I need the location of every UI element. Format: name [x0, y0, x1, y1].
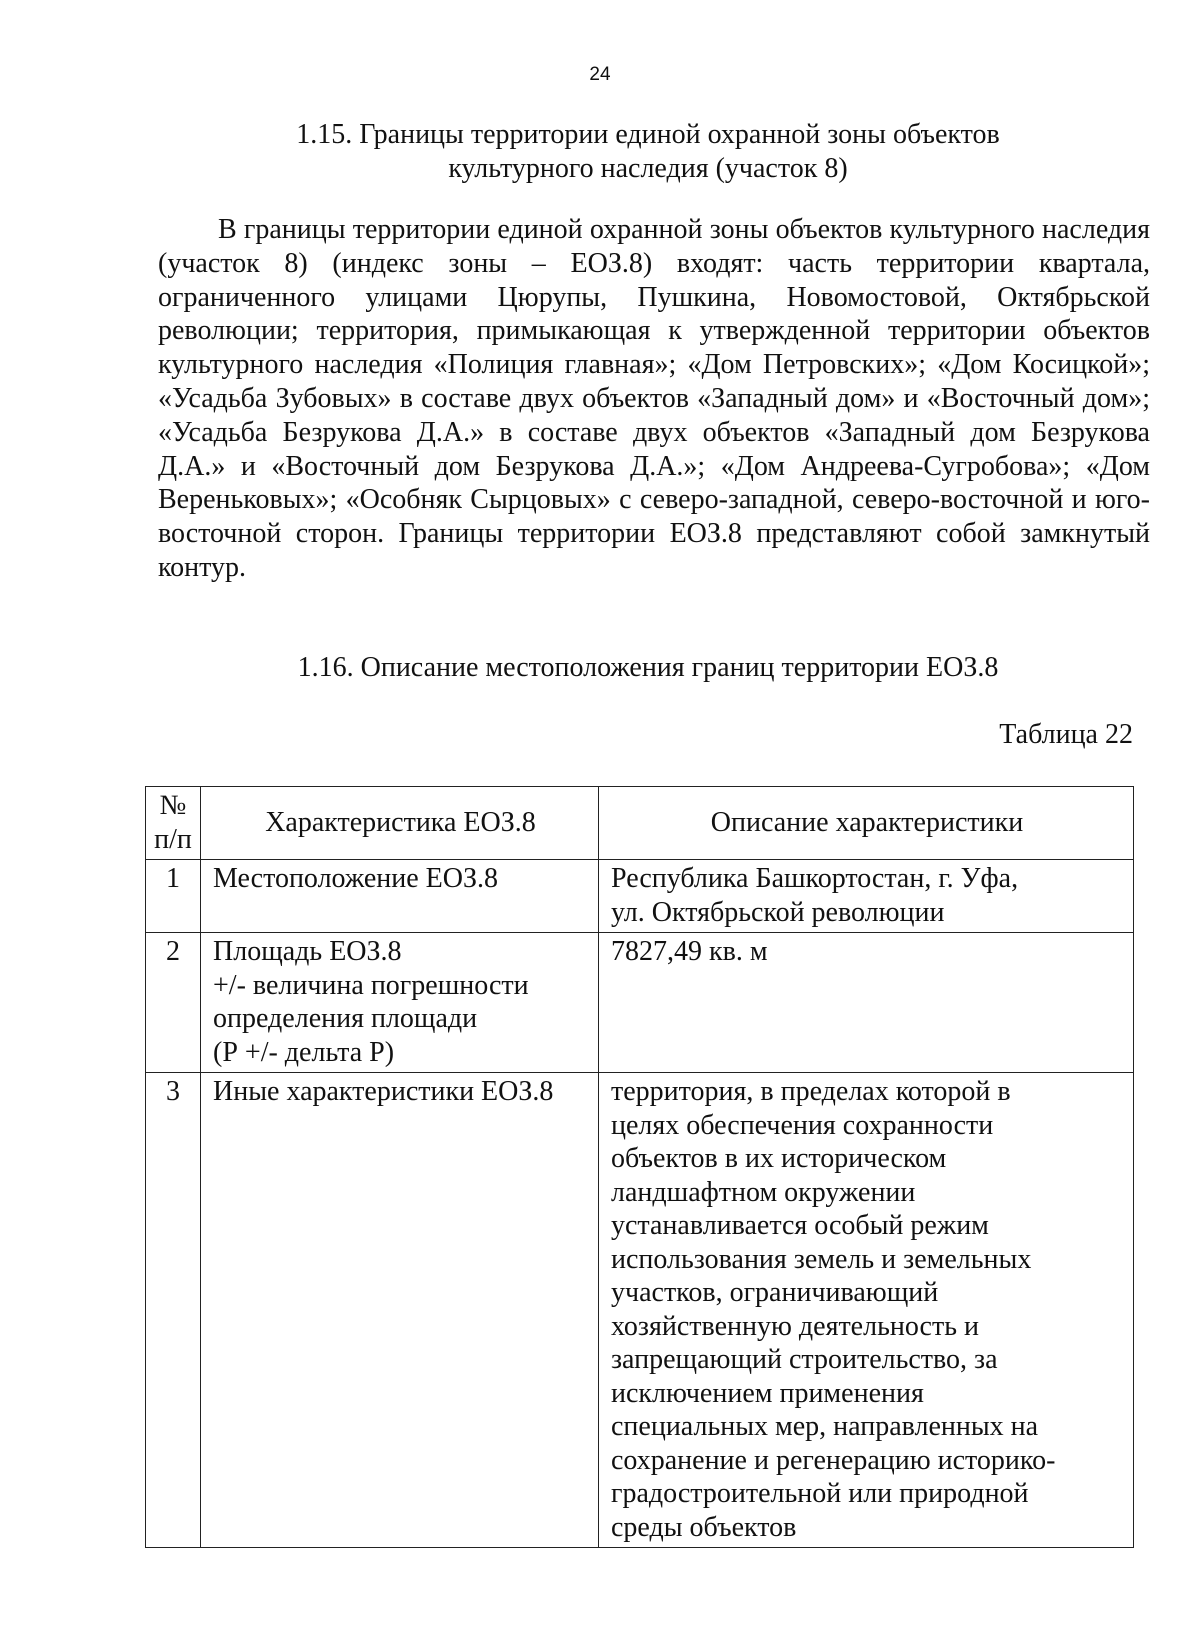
cell-description-line: градостроительной или природной: [611, 1478, 1029, 1509]
cell-characteristic: [201, 860, 599, 933]
cell-description: [599, 1073, 1134, 1548]
section-title: [150, 118, 1146, 186]
cell-description-line: специальных мер, направленных на: [611, 1411, 1039, 1442]
cell-description-line: использования земель и земельных: [611, 1243, 1032, 1275]
cell-description-line: 7827,49 кв. м: [611, 936, 768, 967]
cell-characteristic-line: Местоположение ЕОЗ.8: [213, 863, 498, 894]
cell-characteristic-line: Иные характеристики ЕОЗ.8: [213, 1076, 554, 1107]
cell-characteristic-line: +/- величина погрешности: [213, 969, 529, 1001]
header-number-symbol: №: [159, 790, 187, 821]
cell-description-line: сохранение и регенерацию историко-: [611, 1444, 1056, 1476]
header-number-abbrev: п/п: [154, 823, 192, 855]
cell-characteristic-line: Площадь ЕОЗ.8: [213, 936, 402, 967]
cell-row-number: 2: [146, 933, 201, 1073]
section-paragraph: В границы территории единой охранной зоны объектов культурного наследия (участок 8) (индекс зоны – ЕОЗ.8) входят: часть территории квартала, ограниченного улицами Цюрупы, Пушкина, Новомостовой, Октябрьской революции; территория, примыкающая к утвержденной территории объектов культурного наследия «Полиция главная»; «Дом Петровских»; «Дом Косицкой»; «Усадьба Зубовых» в составе двух объектов «Западный дом» и «Восточный дом»; «Усадьба Безрукова Д.А.» в составе двух объектов «Западный дом Безрукова Д.А.» и «Восточный дом Безрукова Д.А.»; «Дом Андреева-Сугробова»; «Дом Вереньковых»; «Особняк Сырцовых» с северо-западной, северо-восточной и юго-восточной сторон. Границы территории ЕОЗ.8 представляют собой замкнутый контур.: [158, 214, 1150, 583]
page-number: 24: [589, 64, 611, 85]
cell-characteristic: [201, 933, 599, 1073]
section-title-line-2: культурного наследия (участок 8): [448, 153, 848, 184]
cell-description-line: ландшафтном окружении: [611, 1176, 916, 1208]
header-description: Описание характеристики: [599, 787, 1134, 860]
cell-row-number: 3: [146, 1073, 201, 1548]
cell-description-line: объектов в их историческом: [611, 1143, 947, 1174]
cell-description-line: устанавливается особый режим: [611, 1210, 989, 1241]
table-row: [146, 1073, 1134, 1548]
table-body: [146, 860, 1134, 1548]
cell-description-line: исключением применения: [611, 1377, 924, 1409]
cell-description-line: хозяйственную деятельность и: [611, 1310, 979, 1342]
cell-description-line: Республика Башкортостан, г. Уфа,: [611, 863, 1019, 894]
cell-description-line: ул. Октябрьской революции: [611, 896, 945, 928]
section-title-line-1: 1.15. Границы территории единой охранной зоны объектов: [296, 119, 1000, 150]
cell-characteristic-line: определения площади: [213, 1003, 478, 1034]
header-characteristic: Характеристика ЕОЗ.8: [201, 787, 599, 860]
cell-row-number: 1: [146, 860, 201, 933]
table-row: [146, 860, 1134, 933]
subsection-title: 1.16. Описание местоположения границ территории ЕОЗ.8: [297, 652, 999, 683]
characteristics-table: [145, 786, 1134, 1548]
header-number: [146, 787, 201, 860]
cell-characteristic-line: (Р +/- дельта Р): [213, 1036, 395, 1068]
table-row: [146, 933, 1134, 1073]
cell-characteristic: [201, 1073, 599, 1548]
cell-description-line: среды объектов: [611, 1511, 797, 1543]
cell-description: [599, 860, 1134, 933]
cell-description-line: запрещающий строительство, за: [611, 1344, 998, 1375]
table-caption: Таблица 22: [999, 719, 1133, 750]
table-header-row: [146, 787, 1134, 860]
cell-description-line: участков, ограничивающий: [611, 1277, 939, 1308]
cell-description-line: целях обеспечения сохранности: [611, 1109, 994, 1141]
cell-description-line: территория, в пределах которой в: [611, 1076, 1011, 1107]
cell-description: [599, 933, 1134, 1073]
